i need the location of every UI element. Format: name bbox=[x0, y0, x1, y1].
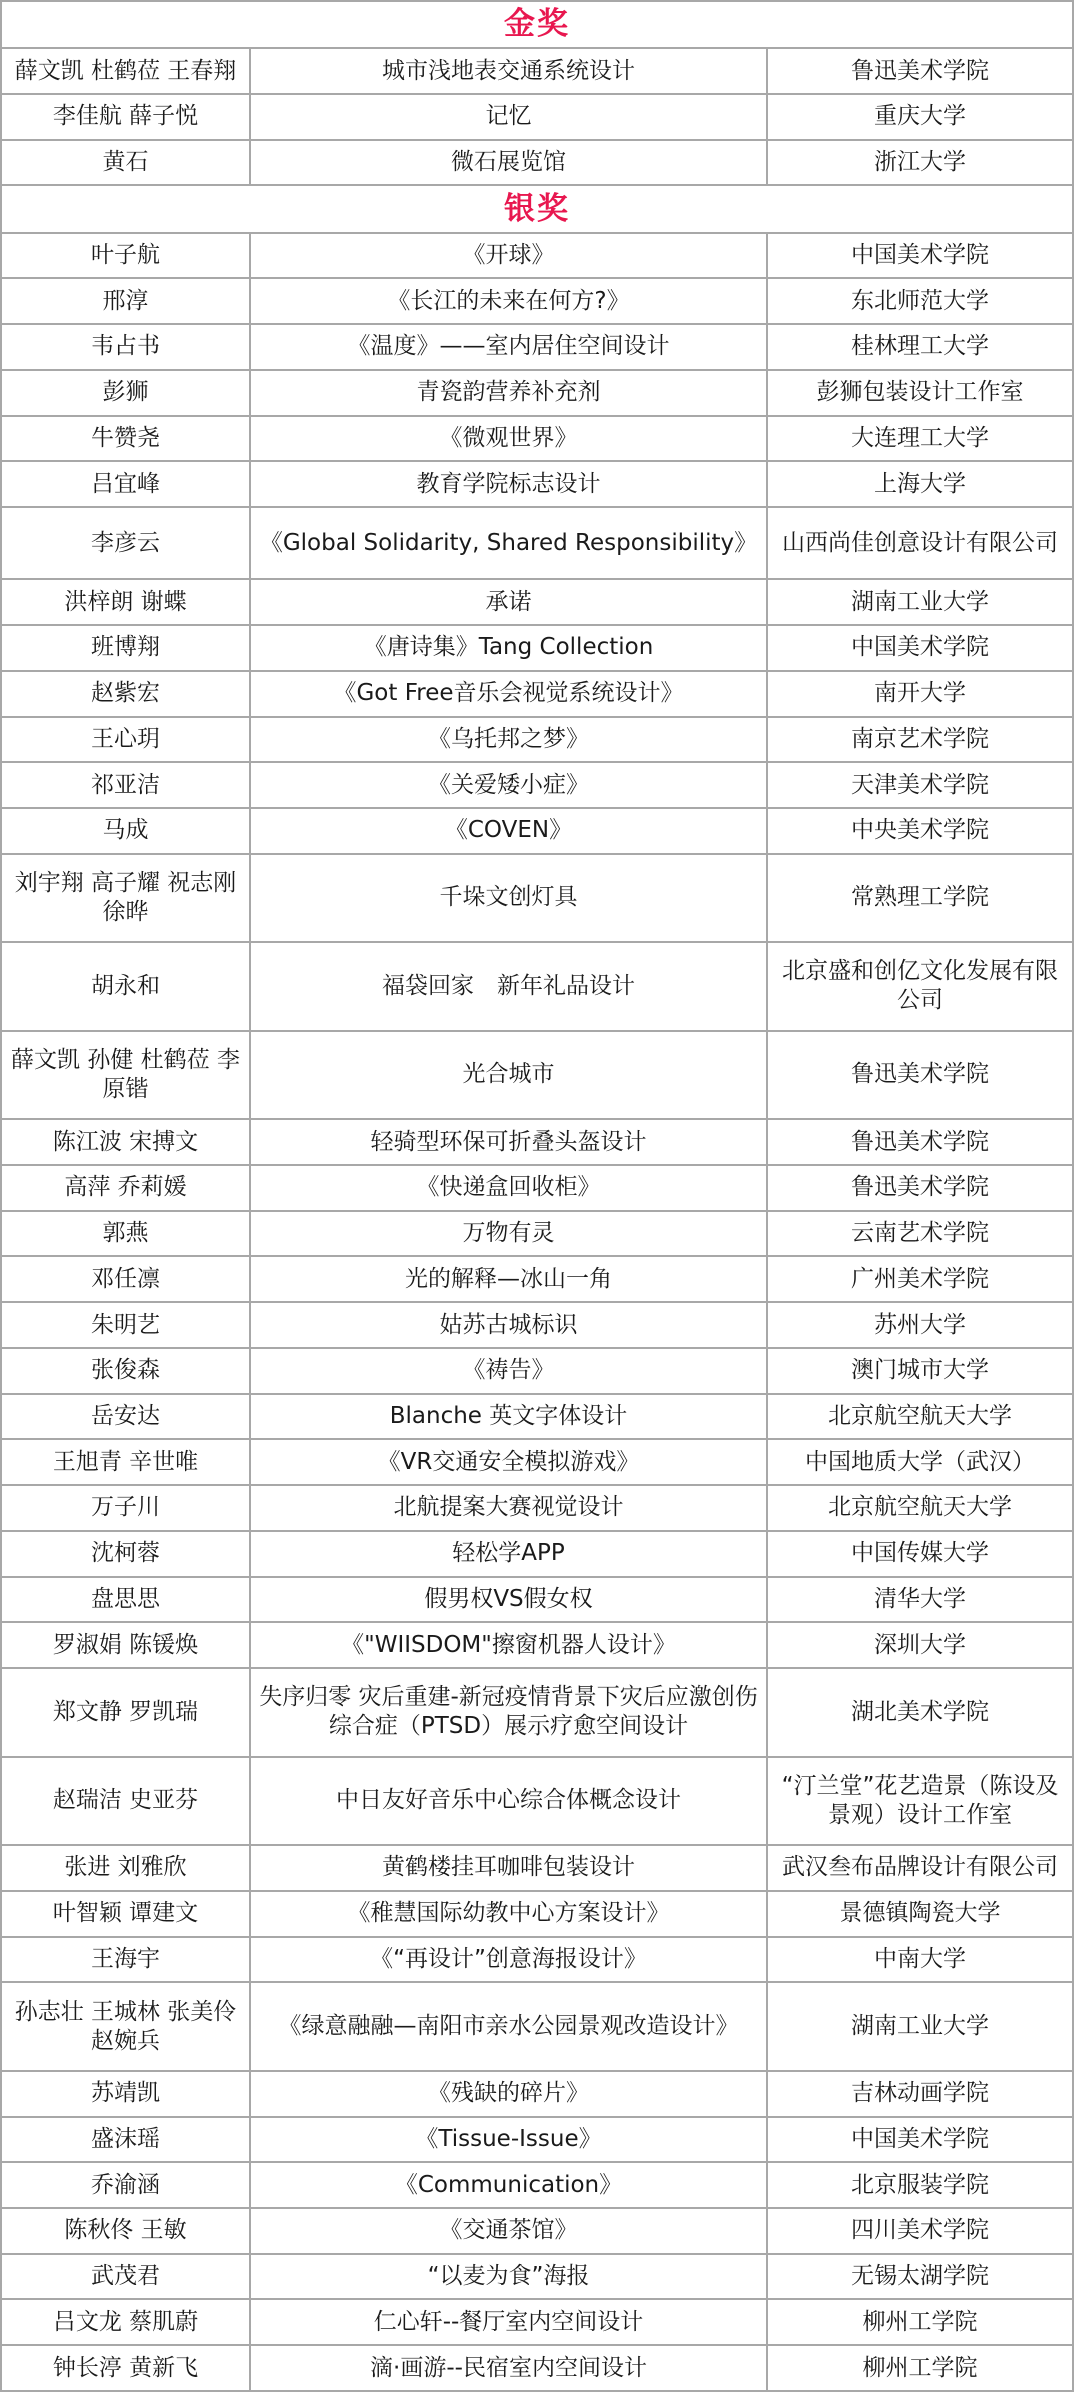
winner-names-cell: 万子川 bbox=[1, 1485, 250, 1531]
work-title-cell: 北航提案大赛视觉设计 bbox=[250, 1485, 767, 1531]
work-title-cell: 青瓷韵营养补充剂 bbox=[250, 370, 767, 416]
table-row bbox=[1, 1394, 1073, 1440]
winner-names-cell: 邢淳 bbox=[1, 278, 250, 324]
winner-names-cell: 祁亚洁 bbox=[1, 762, 250, 808]
table-row bbox=[1, 1622, 1073, 1668]
table-row bbox=[1, 1982, 1073, 2071]
winner-names-cell: 刘宇翔 高子耀 祝志刚 徐晔 bbox=[1, 854, 250, 943]
table-row bbox=[1, 808, 1073, 854]
table-row bbox=[1, 1165, 1073, 1211]
table-row bbox=[1, 854, 1073, 943]
gold-award-header-row bbox=[1, 1, 1073, 48]
table-row bbox=[1, 416, 1073, 462]
table-row bbox=[1, 1485, 1073, 1531]
table-row bbox=[1, 1211, 1073, 1257]
table-row bbox=[1, 1577, 1073, 1623]
winner-names-cell: 薛文凯 孙健 杜鹤莅 李原锴 bbox=[1, 1031, 250, 1120]
work-title-cell: 《“再设计”创意海报设计》 bbox=[250, 1937, 767, 1983]
work-title-cell: 《COVEN》 bbox=[250, 808, 767, 854]
work-title-cell: 《VR交通安全模拟游戏》 bbox=[250, 1439, 767, 1485]
institution-cell: 常熟理工学院 bbox=[767, 854, 1073, 943]
table-row bbox=[1, 717, 1073, 763]
institution-cell: 天津美术学院 bbox=[767, 762, 1073, 808]
winner-names-cell: 洪梓朗 谢蝶 bbox=[1, 579, 250, 625]
institution-cell: 大连理工大学 bbox=[767, 416, 1073, 462]
institution-cell: 中国传媒大学 bbox=[767, 1531, 1073, 1577]
table-row bbox=[1, 2345, 1073, 2391]
institution-cell: 柳州工学院 bbox=[767, 2299, 1073, 2345]
table-row bbox=[1, 2254, 1073, 2300]
winner-names-cell: 张进 刘雅欣 bbox=[1, 1845, 250, 1891]
winner-names-cell: 陈江波 宋搏文 bbox=[1, 1119, 250, 1165]
institution-cell: 深圳大学 bbox=[767, 1622, 1073, 1668]
work-title-cell: 失序归零 灾后重建-新冠疫情背景下灾后应激创伤综合症（PTSD）展示疗愈空间设计 bbox=[250, 1668, 767, 1757]
institution-cell: 湖北美术学院 bbox=[767, 1668, 1073, 1757]
table-row bbox=[1, 233, 1073, 279]
work-title-cell: 《开球》 bbox=[250, 233, 767, 279]
work-title-cell: 《快递盒回收柜》 bbox=[250, 1165, 767, 1211]
work-title-cell: 《残缺的碎片》 bbox=[250, 2071, 767, 2117]
table-row bbox=[1, 507, 1073, 579]
table-row bbox=[1, 2071, 1073, 2117]
silver-award-header-row bbox=[1, 185, 1073, 232]
institution-cell: 四川美术学院 bbox=[767, 2208, 1073, 2254]
table-row bbox=[1, 2117, 1073, 2163]
work-title-cell: 千垛文创灯具 bbox=[250, 854, 767, 943]
work-title-cell: 《长江的未来在何方?》 bbox=[250, 278, 767, 324]
table-row bbox=[1, 2208, 1073, 2254]
work-title-cell: 中日友好音乐中心综合体概念设计 bbox=[250, 1757, 767, 1846]
winner-names-cell: 王旭青 辛世唯 bbox=[1, 1439, 250, 1485]
winner-names-cell: 赵瑞洁 史亚芬 bbox=[1, 1757, 250, 1846]
institution-cell: 无锡太湖学院 bbox=[767, 2254, 1073, 2300]
work-title-cell: 城市浅地表交通系统设计 bbox=[250, 48, 767, 94]
institution-cell: 中国地质大学（武汉） bbox=[767, 1439, 1073, 1485]
institution-cell: 南京艺术学院 bbox=[767, 717, 1073, 763]
winner-names-cell: 邓任凛 bbox=[1, 1256, 250, 1302]
winner-names-cell: 王海宇 bbox=[1, 1937, 250, 1983]
winner-names-cell: 武茂君 bbox=[1, 2254, 250, 2300]
work-title-cell: 《关爱矮小症》 bbox=[250, 762, 767, 808]
winner-names-cell: 胡永和 bbox=[1, 942, 250, 1031]
institution-cell: 云南艺术学院 bbox=[767, 1211, 1073, 1257]
winner-names-cell: 岳安达 bbox=[1, 1394, 250, 1440]
table-row bbox=[1, 1845, 1073, 1891]
table-row bbox=[1, 2299, 1073, 2345]
institution-cell: 桂林理工大学 bbox=[767, 324, 1073, 370]
table-row bbox=[1, 461, 1073, 507]
institution-cell: 北京服装学院 bbox=[767, 2162, 1073, 2208]
silver-award-header-title: 银奖 bbox=[1, 185, 1073, 232]
winner-names-cell: 牛赞尧 bbox=[1, 416, 250, 462]
table-row bbox=[1, 762, 1073, 808]
work-title-cell: 微石展览馆 bbox=[250, 140, 767, 186]
winner-names-cell: 马成 bbox=[1, 808, 250, 854]
table-row bbox=[1, 1937, 1073, 1983]
winner-names-cell: 叶智颖 谭建文 bbox=[1, 1891, 250, 1937]
winner-names-cell: 李彦云 bbox=[1, 507, 250, 579]
work-title-cell: 光合城市 bbox=[250, 1031, 767, 1120]
institution-cell: 湖南工业大学 bbox=[767, 579, 1073, 625]
winner-names-cell: 赵紫宏 bbox=[1, 671, 250, 717]
winner-names-cell: 吕文龙 蔡肌蔚 bbox=[1, 2299, 250, 2345]
work-title-cell: 《Got Free音乐会视觉系统设计》 bbox=[250, 671, 767, 717]
institution-cell: 柳州工学院 bbox=[767, 2345, 1073, 2391]
winner-names-cell: 朱明艺 bbox=[1, 1302, 250, 1348]
work-title-cell: 《绿意融融—南阳市亲水公园景观改造设计》 bbox=[250, 1982, 767, 2071]
work-title-cell: 万物有灵 bbox=[250, 1211, 767, 1257]
table-row bbox=[1, 1439, 1073, 1485]
institution-cell: 鲁迅美术学院 bbox=[767, 1119, 1073, 1165]
winner-names-cell: 张俊森 bbox=[1, 1348, 250, 1394]
work-title-cell: 记忆 bbox=[250, 94, 767, 140]
table-row bbox=[1, 48, 1073, 94]
institution-cell: 彭狮包装设计工作室 bbox=[767, 370, 1073, 416]
institution-cell: 武汉叁布品牌设计有限公司 bbox=[767, 1845, 1073, 1891]
work-title-cell: 承诺 bbox=[250, 579, 767, 625]
work-title-cell: “以麦为食”海报 bbox=[250, 2254, 767, 2300]
institution-cell: 中南大学 bbox=[767, 1937, 1073, 1983]
table-row bbox=[1, 1302, 1073, 1348]
institution-cell: 吉林动画学院 bbox=[767, 2071, 1073, 2117]
table-row bbox=[1, 1348, 1073, 1394]
work-title-cell: 轻骑型环保可折叠头盔设计 bbox=[250, 1119, 767, 1165]
institution-cell: 景德镇陶瓷大学 bbox=[767, 1891, 1073, 1937]
work-title-cell: 《微观世界》 bbox=[250, 416, 767, 462]
table-row bbox=[1, 625, 1073, 671]
winner-names-cell: 薛文凯 杜鹤莅 王春翔 bbox=[1, 48, 250, 94]
institution-cell: 中国美术学院 bbox=[767, 625, 1073, 671]
work-title-cell: 《交通茶馆》 bbox=[250, 2208, 767, 2254]
institution-cell: “汀兰堂”花艺造景（陈设及景观）设计工作室 bbox=[767, 1757, 1073, 1846]
institution-cell: 北京航空航天大学 bbox=[767, 1485, 1073, 1531]
table-row bbox=[1, 1119, 1073, 1165]
table-row bbox=[1, 94, 1073, 140]
winner-names-cell: 黄石 bbox=[1, 140, 250, 186]
winner-names-cell: 班博翔 bbox=[1, 625, 250, 671]
institution-cell: 北京盛和创亿文化发展有限公司 bbox=[767, 942, 1073, 1031]
table-row bbox=[1, 1891, 1073, 1937]
work-title-cell: 假男权VS假女权 bbox=[250, 1577, 767, 1623]
winner-names-cell: 沈柯蓉 bbox=[1, 1531, 250, 1577]
institution-cell: 北京航空航天大学 bbox=[767, 1394, 1073, 1440]
table-row bbox=[1, 1256, 1073, 1302]
work-title-cell: Blanche 英文字体设计 bbox=[250, 1394, 767, 1440]
work-title-cell: 姑苏古城标识 bbox=[250, 1302, 767, 1348]
table-row bbox=[1, 370, 1073, 416]
winner-names-cell: 罗淑娟 陈锾焕 bbox=[1, 1622, 250, 1668]
winner-names-cell: 吕宜峰 bbox=[1, 461, 250, 507]
work-title-cell: 轻松学APP bbox=[250, 1531, 767, 1577]
work-title-cell: 滴·画游--民宿室内空间设计 bbox=[250, 2345, 767, 2391]
work-title-cell: 《温度》——室内居住空间设计 bbox=[250, 324, 767, 370]
winner-names-cell: 盘思思 bbox=[1, 1577, 250, 1623]
table-row bbox=[1, 1668, 1073, 1757]
winner-names-cell: 韦占书 bbox=[1, 324, 250, 370]
work-title-cell: 教育学院标志设计 bbox=[250, 461, 767, 507]
work-title-cell: 《祷告》 bbox=[250, 1348, 767, 1394]
work-title-cell: 《Tissue-Issue》 bbox=[250, 2117, 767, 2163]
institution-cell: 上海大学 bbox=[767, 461, 1073, 507]
institution-cell: 鲁迅美术学院 bbox=[767, 48, 1073, 94]
institution-cell: 山西尚佳创意设计有限公司 bbox=[767, 507, 1073, 579]
table-row bbox=[1, 2162, 1073, 2208]
institution-cell: 苏州大学 bbox=[767, 1302, 1073, 1348]
winner-names-cell: 孙志壮 王城林 张美伶 赵婉兵 bbox=[1, 1982, 250, 2071]
winner-names-cell: 叶子航 bbox=[1, 233, 250, 279]
work-title-cell: 黄鹤楼挂耳咖啡包装设计 bbox=[250, 1845, 767, 1891]
winner-names-cell: 王心玥 bbox=[1, 717, 250, 763]
winner-names-cell: 盛沫瑶 bbox=[1, 2117, 250, 2163]
table-row bbox=[1, 1757, 1073, 1846]
institution-cell: 广州美术学院 bbox=[767, 1256, 1073, 1302]
institution-cell: 中国美术学院 bbox=[767, 233, 1073, 279]
gold-award-header-title: 金奖 bbox=[1, 1, 1073, 48]
institution-cell: 重庆大学 bbox=[767, 94, 1073, 140]
table-row bbox=[1, 278, 1073, 324]
institution-cell: 南开大学 bbox=[767, 671, 1073, 717]
work-title-cell: 《Communication》 bbox=[250, 2162, 767, 2208]
table-row bbox=[1, 140, 1073, 186]
winner-names-cell: 乔渝涵 bbox=[1, 2162, 250, 2208]
table-row bbox=[1, 1031, 1073, 1120]
winner-names-cell: 彭狮 bbox=[1, 370, 250, 416]
table-row bbox=[1, 942, 1073, 1031]
winner-names-cell: 钟长渟 黄新飞 bbox=[1, 2345, 250, 2391]
work-title-cell: 光的解释—冰山一角 bbox=[250, 1256, 767, 1302]
institution-cell: 中央美术学院 bbox=[767, 808, 1073, 854]
institution-cell: 浙江大学 bbox=[767, 140, 1073, 186]
winner-names-cell: 陈秋佟 王敏 bbox=[1, 2208, 250, 2254]
winner-names-cell: 高萍 乔莉媛 bbox=[1, 1165, 250, 1211]
work-title-cell: 仁心轩--餐厅室内空间设计 bbox=[250, 2299, 767, 2345]
table-row bbox=[1, 324, 1073, 370]
work-title-cell: 《稚慧国际幼教中心方案设计》 bbox=[250, 1891, 767, 1937]
institution-cell: 东北师范大学 bbox=[767, 278, 1073, 324]
work-title-cell: 《唐诗集》Tang Collection bbox=[250, 625, 767, 671]
institution-cell: 鲁迅美术学院 bbox=[767, 1165, 1073, 1211]
work-title-cell: 《Global Solidarity, Shared Responsibility》 bbox=[250, 507, 767, 579]
winner-names-cell: 郭燕 bbox=[1, 1211, 250, 1257]
table-row bbox=[1, 1531, 1073, 1577]
winner-names-cell: 郑文静 罗凯瑞 bbox=[1, 1668, 250, 1757]
table-row bbox=[1, 671, 1073, 717]
institution-cell: 鲁迅美术学院 bbox=[767, 1031, 1073, 1120]
work-title-cell: 《乌托邦之梦》 bbox=[250, 717, 767, 763]
table-row bbox=[1, 579, 1073, 625]
winner-names-cell: 苏靖凯 bbox=[1, 2071, 250, 2117]
work-title-cell: 《"WIISDOM"擦窗机器人设计》 bbox=[250, 1622, 767, 1668]
awards-table-body bbox=[1, 1, 1073, 2391]
work-title-cell: 福袋回家 新年礼品设计 bbox=[250, 942, 767, 1031]
institution-cell: 中国美术学院 bbox=[767, 2117, 1073, 2163]
institution-cell: 湖南工业大学 bbox=[767, 1982, 1073, 2071]
winner-names-cell: 李佳航 薛子悦 bbox=[1, 94, 250, 140]
institution-cell: 澳门城市大学 bbox=[767, 1348, 1073, 1394]
institution-cell: 清华大学 bbox=[767, 1577, 1073, 1623]
